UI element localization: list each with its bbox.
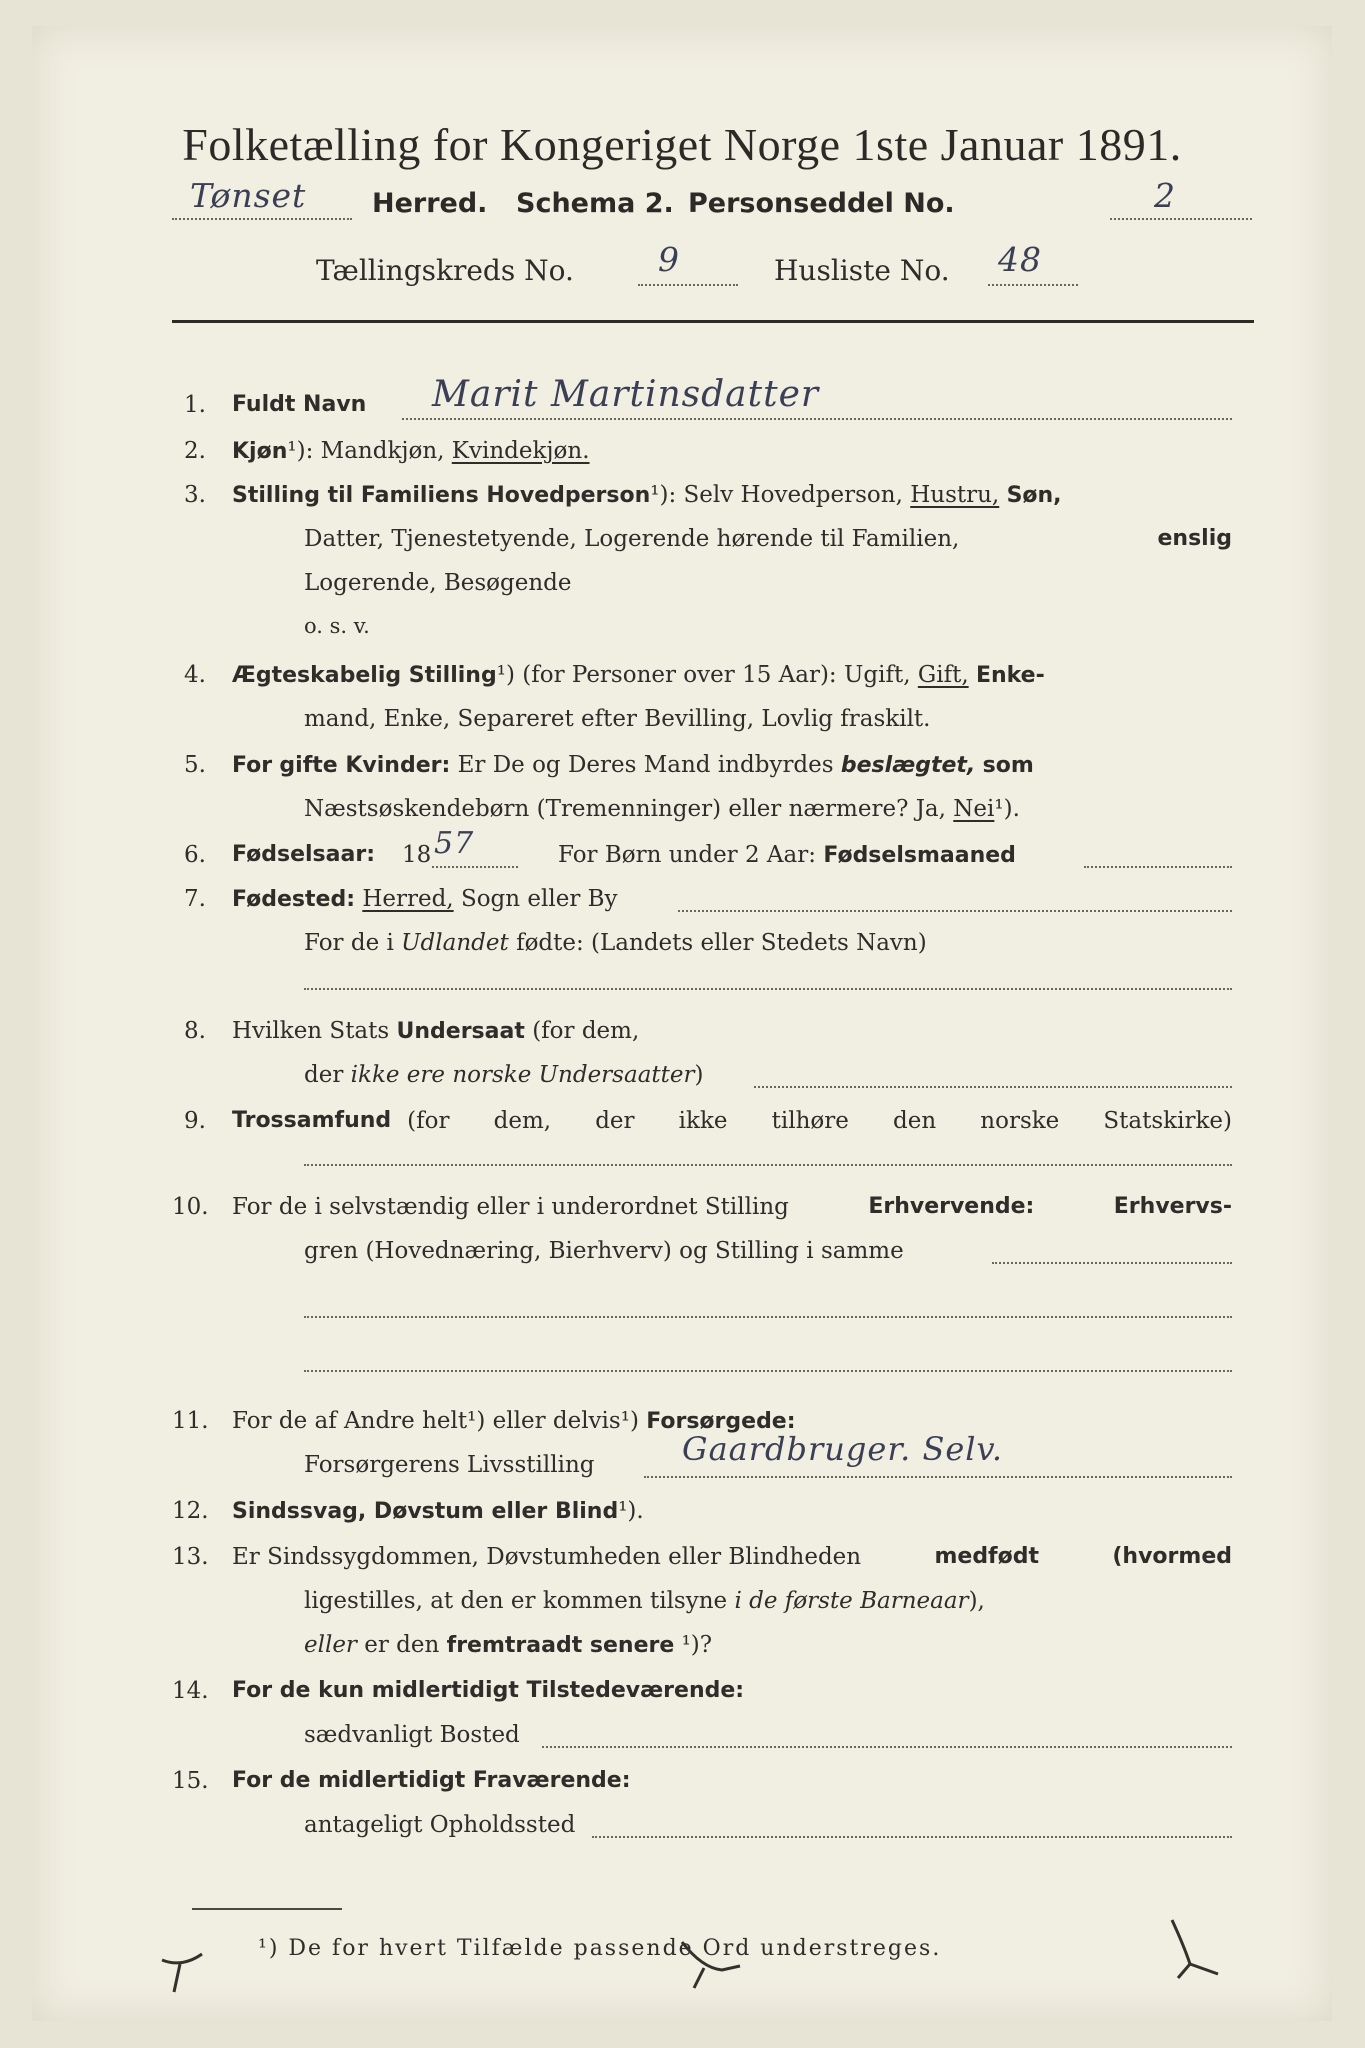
q14-line2: sædvanligt Bosted xyxy=(304,1722,520,1748)
q5-beslaegtet: beslægtet, xyxy=(840,753,976,778)
q8-dotline xyxy=(754,1086,1232,1088)
q1-name-value: Marit Martinsdatter xyxy=(432,374,820,415)
q3-line2 xyxy=(304,526,1232,552)
q11-line2: Forsørgerens Livsstilling xyxy=(304,1452,595,1478)
q6-year-dotline xyxy=(432,866,518,868)
personseddel-label: Personseddel No. xyxy=(688,188,955,219)
kreds-label: Tællingskreds No. xyxy=(316,254,574,287)
q4-label: Ægteskabelig Stilling xyxy=(232,663,497,688)
q1-number: 1. xyxy=(184,392,206,418)
q15-line2: antageligt Opholdssted xyxy=(304,1812,576,1838)
q6-month-label: Fødselsmaaned xyxy=(823,843,1016,868)
q5-number: 5. xyxy=(184,752,206,778)
q1-label: Fuldt Navn xyxy=(232,392,367,417)
q7-line2-a: For de i xyxy=(304,930,394,956)
husliste-value: 48 xyxy=(998,240,1042,279)
q10-dotline1 xyxy=(992,1262,1232,1264)
q5-som: som xyxy=(982,753,1034,778)
q1-dotline xyxy=(402,418,1232,420)
q11-dotline xyxy=(644,1476,1232,1478)
personseddel-dotline xyxy=(1110,218,1252,220)
q7-dotline xyxy=(678,910,1232,912)
q4-opt-gift: Gift, xyxy=(917,662,969,688)
q13-line2-a: ligestilles, at den er kommen tilsyne xyxy=(304,1588,728,1614)
husliste-label: Husliste No. xyxy=(774,254,950,287)
q15-dotline xyxy=(592,1836,1232,1838)
q3-line2-text: Datter, Tjenestetyende, Logerende hørende til Familien, xyxy=(304,526,960,552)
q7-dotline2 xyxy=(304,988,1232,990)
q3-opt-hustru: Hustru, xyxy=(910,482,1000,508)
q7-rest: Sogn eller By xyxy=(460,886,618,912)
q13-line2 xyxy=(304,1588,985,1614)
q12-line xyxy=(232,1498,644,1524)
q3-line3: Logerende, Besøgende xyxy=(304,570,572,596)
q7-label: Fødested: xyxy=(232,887,355,912)
kreds-dotline xyxy=(638,284,738,286)
q3-opt-selv: Selv Hovedperson, xyxy=(683,482,903,508)
q11-line1-b: ¹) eller delvis xyxy=(467,1408,621,1434)
q8-undersaat: Undersaat xyxy=(396,1019,525,1044)
q6-number: 6. xyxy=(184,842,206,868)
q7-line2-c: fødte: (Landets eller Stedets Navn) xyxy=(516,930,927,956)
q8-line2-italic: ikke ere norske Undersaatter xyxy=(350,1062,695,1088)
q13-line1-a: Er Sindssygdommen, Døvstumheden eller Blindheden xyxy=(232,1544,862,1570)
herred-dotline xyxy=(172,218,352,220)
census-form-page xyxy=(32,26,1332,2021)
q12-sup: ¹). xyxy=(618,1498,644,1524)
q13-line3 xyxy=(304,1632,712,1658)
q2-label: Kjøn xyxy=(232,439,288,464)
q5-label-for: For xyxy=(232,753,273,778)
q6-year-value: 57 xyxy=(434,826,475,861)
q13-fremtraadt: fremtraadt senere xyxy=(446,1633,675,1658)
q4-line2: mand, Enke, Separeret efter Bevilling, Lovlig fraskilt. xyxy=(304,706,931,732)
q6-label: Fødselsaar: xyxy=(232,842,375,867)
header-rule xyxy=(172,320,1254,323)
q10-dotline3 xyxy=(304,1370,1232,1372)
q2-number: 2. xyxy=(184,438,206,464)
q15-label: For de midlertidigt Fraværende: xyxy=(232,1768,631,1793)
q4-number: 4. xyxy=(184,662,206,688)
q14-dotline xyxy=(542,1746,1232,1748)
q5-line2 xyxy=(304,796,1020,822)
husliste-dotline xyxy=(988,284,1078,286)
q7-line1 xyxy=(232,886,618,912)
q6-rest-text: For Børn under 2 Aar: xyxy=(558,842,816,868)
q12-number: 12. xyxy=(172,1498,209,1524)
q13-line2-c: ), xyxy=(968,1588,985,1614)
q10-erhvervende: Erhvervende: xyxy=(868,1194,1035,1219)
q4-opt-enke: Enke- xyxy=(975,663,1045,688)
q8-line2-a: der xyxy=(304,1062,344,1088)
footnote-rule xyxy=(192,1908,342,1910)
kreds-value: 9 xyxy=(658,240,680,279)
q13-medfodt: medfødt xyxy=(934,1544,1040,1569)
q8-line2 xyxy=(304,1062,703,1088)
q2-line xyxy=(232,438,590,464)
q10-line2: gren (Hovednæring, Bierhverv) og Stilling i samme xyxy=(304,1238,904,1264)
q3-opt-son: Søn, xyxy=(1006,483,1062,508)
q5-opt-nei: Nei xyxy=(953,796,995,822)
q2-sup: ¹): xyxy=(287,438,314,464)
q7-opt-herred: Herred, xyxy=(362,886,454,912)
herred-value: Tønset xyxy=(190,176,307,215)
q11-forsorgede: Forsørgede: xyxy=(646,1409,796,1434)
q5-line1-text: Er De og Deres Mand indbyrdes xyxy=(457,752,834,778)
q10-line1-a: For de i selvstændig eller i underordnet Stilling xyxy=(232,1194,789,1220)
q13-line3-b: er den xyxy=(364,1632,440,1658)
q8-line2-c: ) xyxy=(694,1062,704,1088)
q2-opt-mandkjon: Mandkjøn, xyxy=(320,438,445,464)
q7-udlandet: Udlandet xyxy=(401,930,509,956)
q3-opt-enslig: enslig xyxy=(1157,526,1232,551)
q13-line2-italic: i de første Barneaar xyxy=(734,1588,969,1614)
q10-dotline2 xyxy=(304,1316,1232,1318)
herred-label: Herred. xyxy=(372,188,488,219)
personseddel-value: 2 xyxy=(1154,176,1176,215)
q15-number: 15. xyxy=(172,1768,209,1794)
q8-line1-a: Hvilken Stats xyxy=(232,1018,390,1044)
q13-hvormed: (hvormed xyxy=(1112,1544,1232,1569)
q3-label: Stilling til Familiens Hovedperson xyxy=(232,483,651,508)
q11-line1-a: For de af Andre helt xyxy=(232,1408,468,1434)
q10-erhvervsgren: Erhvervs- xyxy=(1113,1194,1232,1219)
q9-number: 9. xyxy=(184,1108,206,1134)
q9-label: Trossamfund xyxy=(232,1108,392,1133)
q5-line2-text: Næstsøskendebørn (Tremenninger) eller nærmere? Ja, xyxy=(304,796,946,822)
q7-line2 xyxy=(304,930,927,956)
q5-line1 xyxy=(232,752,1034,778)
q13-number: 13. xyxy=(172,1544,209,1570)
q8-number: 8. xyxy=(184,1018,206,1044)
q11-line1-c: ¹) xyxy=(620,1408,639,1434)
q4-line1 xyxy=(232,662,1045,688)
q9-rest: (for dem, der ikke tilhøre den norske Statskirke) xyxy=(407,1108,1232,1134)
q5-sup: ¹). xyxy=(994,796,1020,822)
q13-eller: eller xyxy=(304,1632,357,1658)
q13-sup: ¹)? xyxy=(681,1632,713,1658)
q13-line1 xyxy=(232,1544,1232,1570)
q4-line1-text: ¹) (for Personer over 15 Aar): Ugift, xyxy=(496,662,911,688)
q6-year-prefix: 18 xyxy=(402,842,432,868)
q12-label: Sindssvag, Døvstum eller Blind xyxy=(232,1499,619,1524)
q11-provider-value: Gaardbruger. Selv. xyxy=(682,1430,1003,1468)
q6-month-dotline xyxy=(1084,866,1232,868)
q6-rest xyxy=(558,842,1016,868)
pen-marks xyxy=(122,1916,1272,2016)
q14-label: For de kun midlertidigt Tilstedeværende: xyxy=(232,1678,745,1703)
q3-line1 xyxy=(232,482,1062,508)
form-title: Folketælling for Kongeriget Norge 1ste Januar 1891. xyxy=(182,119,1182,170)
q3-number: 3. xyxy=(184,482,206,508)
q7-number: 7. xyxy=(184,886,206,912)
q5-label: gifte Kvinder: xyxy=(279,753,451,778)
q11-number: 11. xyxy=(172,1408,209,1434)
schema-label: Schema 2. xyxy=(516,188,674,219)
q2-opt-kvindekjon: Kvindekjøn. xyxy=(451,438,590,464)
footnote: ¹) De for hvert Tilfælde passende Ord understreges. xyxy=(258,1936,942,1961)
q9-line1 xyxy=(232,1108,1232,1134)
q14-number: 14. xyxy=(172,1678,209,1704)
q9-dotline xyxy=(304,1164,1232,1166)
q8-line1-c: (for dem, xyxy=(532,1018,640,1044)
q3-line4: o. s. v. xyxy=(304,614,370,638)
q10-line1 xyxy=(232,1194,1232,1220)
q10-number: 10. xyxy=(172,1194,209,1220)
q3-sup: ¹): xyxy=(650,482,677,508)
q8-line1 xyxy=(232,1018,639,1044)
